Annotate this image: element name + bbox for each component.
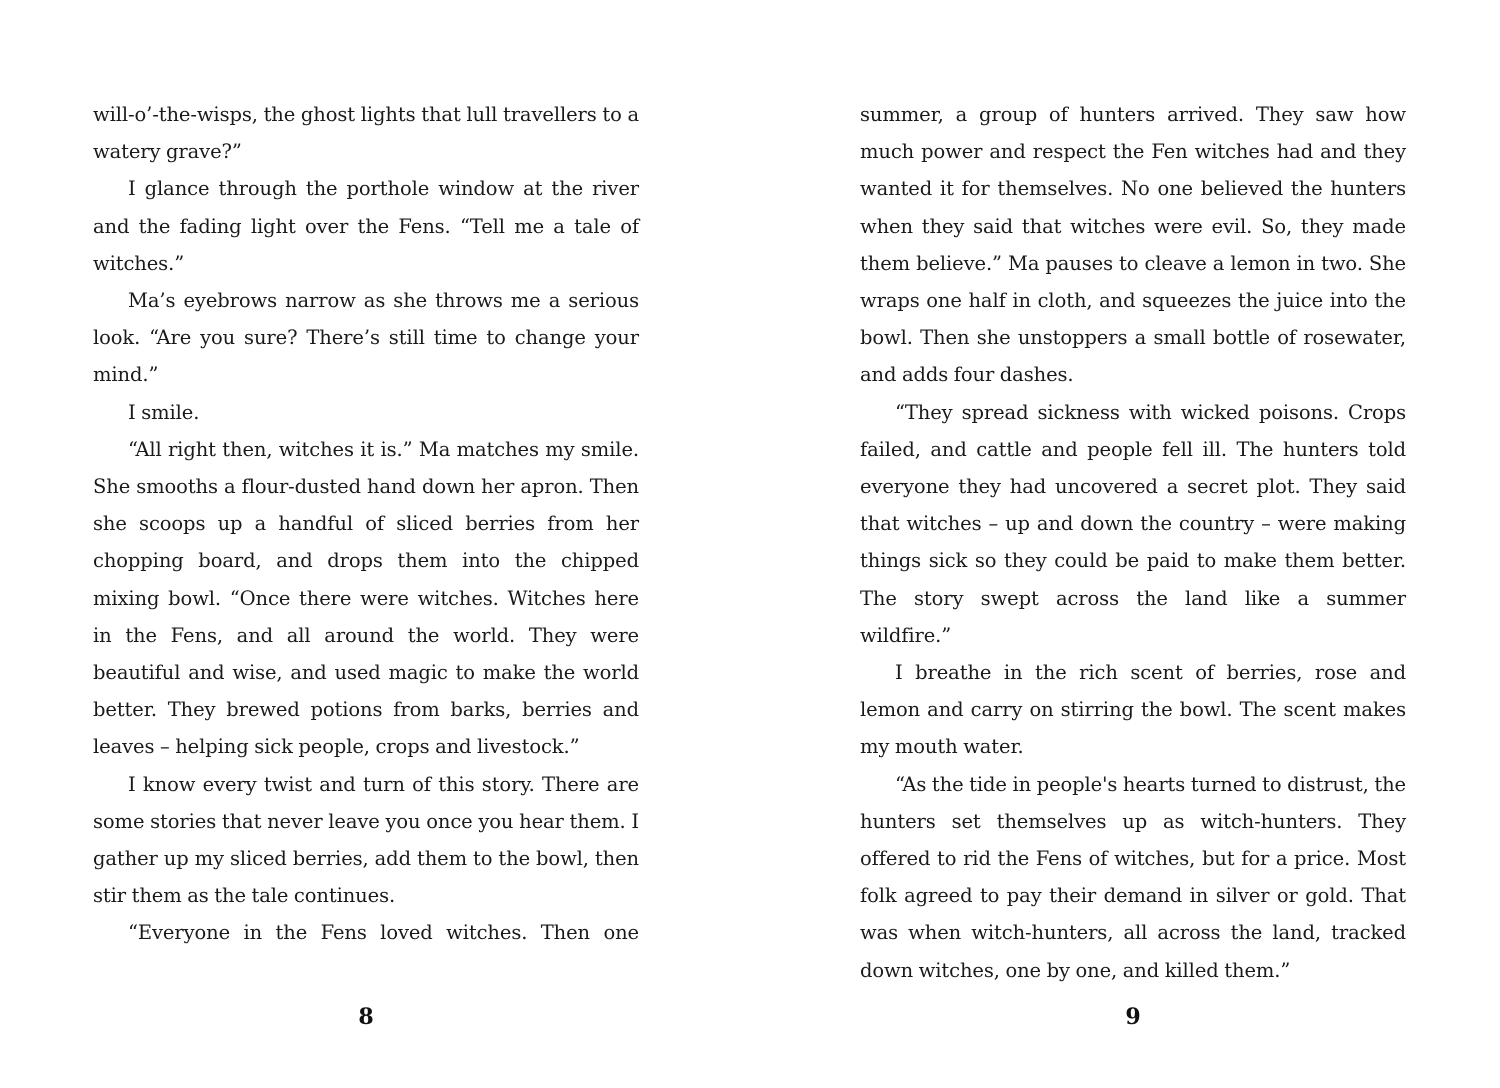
paragraph: summer, a group of hunters arrived. They saw how much power and respect the Fen witches had and they wanted it for themselves. No one believed the hunters when they said that witches were evil. So, they made them believe.” Ma pauses to cleave a lemon in two. She wraps one half in cloth, and squeezes the juice into the bowl. Then she unstoppers a small bottle of rosewater, and adds four dashes. xyxy=(860,103,1406,387)
paragraph: “As the tide in people's hearts turned to distrust, the hunters set themselves up as witch-hunters. They offered to rid the Fens of witches, but for a price. Most folk agreed to pay their demand in silver or gold. That was when witch-hunters, all across the land, tracked down witches, one by one, and killed them.” xyxy=(860,772,1406,982)
left-page xyxy=(93,96,639,952)
right-page-text xyxy=(860,96,1406,989)
paragraph: I know every twist and turn of this story. There are some stories that never leave you once you hear them. I gather up my sliced berries, add them to the bowl, then stir them as the tale continues. xyxy=(93,772,639,908)
page-number-right: 9 xyxy=(1125,1004,1141,1030)
paragraph: I breathe in the rich scent of berries, rose and lemon and carry on stirring the bowl. The scent makes my mouth water. xyxy=(860,661,1406,759)
paragraph: Ma’s eyebrows narrow as she throws me a serious look. “Are you sure? There’s still time to change your mind.” xyxy=(93,289,639,387)
paragraph: “All right then, witches it is.” Ma matches my smile. She smooths a flour-dusted hand down her apron. Then she scoops up a handful of sliced berries from her chopping board, and drops them into the chipped mixing bowl. “Once there were witches. Witches here in the Fens, and all around the world. They were beautiful and wise, and used magic to make the world better. They brewed potions from barks, berries and leaves – helping sick people, crops and livestock.” xyxy=(93,437,639,759)
paragraph: I smile. xyxy=(128,400,200,424)
page-number-left: 8 xyxy=(358,1004,374,1030)
right-page xyxy=(860,96,1406,989)
paragraph: “They spread sickness with wicked poisons. Crops failed, and cattle and people fell ill. The hunters told everyone they had uncovered a secret plot. They said that witches – up and down the country – were making things sick so they could be paid to make them better. The story swept across the land like a summer wildfire.” xyxy=(860,400,1406,647)
paragraph: I glance through the porthole window at the river and the fading light over the Fens. “Tell me a tale of witches.” xyxy=(93,177,639,275)
paragraph: “Everyone in the Fens loved witches. Then one xyxy=(128,921,639,945)
left-page-text xyxy=(93,96,639,952)
paragraph: will-o’-the-wisps, the ghost lights that lull travellers to a watery grave?” xyxy=(93,103,639,164)
